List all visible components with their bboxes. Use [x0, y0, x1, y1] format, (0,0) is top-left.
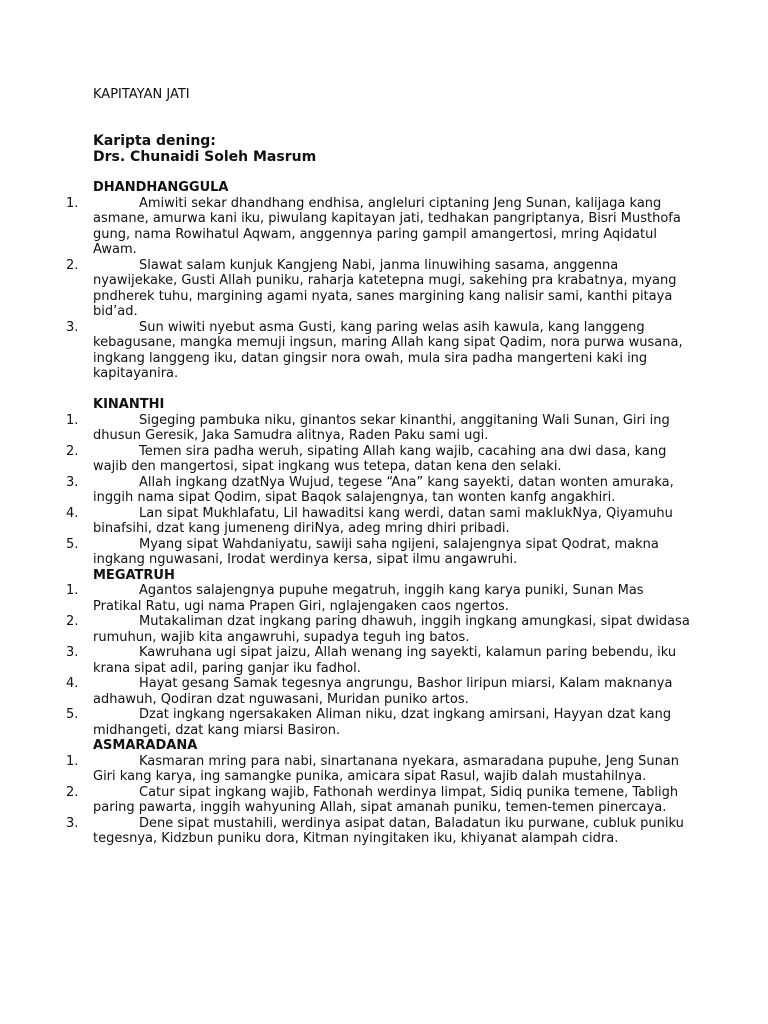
poem-content: [66, 180, 693, 847]
poem-section: [66, 738, 693, 847]
credit-label: Karipta dening:: [93, 133, 216, 149]
verse-text: Catur sipat ingkang wajib, Fathonah werdinya limpat, Sidiq punika temene, Tabligh paring pawarta, inggih wahyuning Allah, sipat amanah puniku, temen-temen pinercaya.: [93, 784, 679, 815]
verse-text: Temen sira padha weruh, sipating Allah kang wajib, cacahing ana dwi dasa, kang wajib den mangertosi, sipat ingkang wus tetepa, datan kena den selaki.: [93, 443, 667, 474]
verse-item: [66, 536, 693, 568]
verse-item: [66, 583, 693, 614]
section-heading: ASMARADANA: [93, 738, 198, 753]
verse-number: 2.: [66, 784, 79, 800]
verse-text: Slawat salam kunjuk Kangjeng Nabi, janma linuwihing sasama, anggenna nyawijekake, Gusti Allah puniku, raharja katetepna mugi, sakehing pra krabatnya, myang pndherek tuhu, margining agami nyata, sanes margining kang nalisir sami, kanthi pitaya bid’ad.: [93, 257, 677, 319]
verse-text: Hayat gesang Samak tegesnya angrungu, Bashor liripun miarsi, Kalam maknanya adhawuh, Qodiran dzat nguwasani, Muridan puniko artos.: [93, 676, 673, 707]
verse-number: 2.: [66, 614, 79, 629]
verse-number: 4.: [66, 676, 79, 691]
verse-number: 2.: [66, 257, 79, 273]
verse-number: 3.: [66, 645, 79, 660]
verse-text: Amiwiti sekar dhandhang endhisa, angleluri ciptaning Jeng Sunan, kalijaga kang asmane, amurwa kani iku, piwulang kapitayan jati, tedhakan pangriptanya, Bisri Musthofa gung, nama Rowihatul Aqwam, anggennya paring gampil amangertosi, mring Aqidatul Awam.: [93, 195, 681, 257]
verse-item: [66, 784, 693, 816]
verse-text: Sigeging pambuka niku, ginantos sekar kinanthi, anggitaning Wali Sunan, Giri ing dhusun Geresik, Jaka Samudra alitnya, Raden Paku sami ugi.: [93, 412, 670, 443]
section-heading: KINANTHI: [93, 397, 165, 412]
verse-text: Kawruhana ugi sipat jaizu, Allah wenang ing sayekti, kalamun paring bebendu, iku krana sipat adil, paring ganjar iku fadhol.: [93, 645, 677, 676]
verse-number: 5.: [66, 707, 79, 722]
verse-item: [66, 753, 693, 785]
poem-section: [66, 397, 693, 568]
verse-number: 1.: [66, 583, 79, 598]
verse-number: 1.: [66, 753, 79, 769]
verse-number: 3.: [66, 474, 79, 490]
verse-item: [66, 505, 693, 537]
verse-number: 2.: [66, 443, 79, 459]
section-heading: MEGATRUH: [93, 567, 175, 583]
document-title: KAPITAYAN JATI: [93, 87, 190, 102]
verse-text: Agantos salajengnya pupuhe megatruh, inggih kang karya puniki, Sunan Mas Pratikal Ratu, ugi nama Prapen Giri, nglajengaken caos ngertos.: [93, 583, 644, 614]
verse-item: [66, 676, 693, 707]
poem-section: [66, 567, 693, 739]
verse-item: [66, 443, 693, 475]
author-name: Drs. Chunaidi Soleh Masrum: [93, 149, 317, 165]
verse-text: Mutakaliman dzat ingkang paring dhawuh, inggih ingkang amungkasi, sipat dwidasa rumuhun, wajib kita angawruhi, supadya teguh ing batos.: [93, 614, 690, 645]
verse-item: [66, 412, 693, 444]
verse-item: [66, 474, 693, 506]
verse-item: [66, 319, 693, 382]
verse-text: Myang sipat Wahdaniyatu, sawiji saha ngijeni, salajengnya sipat Qodrat, makna ingkang nguwasani, Irodat werdinya kersa, sipat ilmu angawruhi.: [93, 536, 659, 567]
section-heading: DHANDHANGGULA: [93, 180, 229, 195]
poem-section: [66, 180, 693, 382]
verse-item: [66, 257, 693, 320]
verse-item: [66, 614, 693, 645]
verse-number: 3.: [66, 319, 79, 335]
author-credit: [93, 133, 316, 165]
verse-number: 3.: [66, 815, 79, 831]
verse-number: 4.: [66, 505, 79, 521]
verse-text: Dzat ingkang ngersakaken Aliman niku, dzat ingkang amirsani, Hayyan dzat kang midhangeti, dzat kang miarsi Basiron.: [93, 707, 672, 738]
verse-item: [66, 815, 693, 847]
verse-text: Sun wiwiti nyebut asma Gusti, kang paring welas asih kawula, kang langgeng kebagusane, mangka memuji ingsun, maring Allah kang sipat Qadim, nora purwa wusana, ingkang langgeng iku, datan gingsir nora owah, mula sira padha mangerteni kaki ing kapitayanira.: [93, 319, 683, 381]
verse-text: Allah ingkang dzatNya Wujud, tegese “Ana” kang sayekti, datan wonten amuraka, inggih nama sipat Qodim, sipat Baqok salajengnya, tan wonten kanfg angakhiri.: [93, 474, 674, 505]
verse-text: Kasmaran mring para nabi, sinartanana nyekara, asmaradana pupuhe, Jeng Sunan Giri kang karya, ing samangke punika, amicara sipat Rasul, wajib dalah mustahilnya.: [93, 753, 680, 784]
verse-number: 1.: [66, 195, 79, 211]
verse-text: Dene sipat mustahili, werdinya asipat datan, Baladatun iku purwane, cubluk puniku tegesnya, Kidzbun puniku dora, Kitman nyingitaken iku, khiyanat alampah cidra.: [93, 815, 684, 846]
verse-item: [66, 645, 693, 676]
verse-item: [66, 707, 693, 738]
verse-text: Lan sipat Mukhlafatu, Lil hawaditsi kang werdi, datan sami maklukNya, Qiyamuhu binafsihi, dzat kang jumeneng diriNya, adeg mring dhiri pribadi.: [93, 505, 673, 536]
verse-number: 1.: [66, 412, 79, 428]
verse-number: 5.: [66, 536, 79, 552]
verse-item: [66, 195, 693, 258]
